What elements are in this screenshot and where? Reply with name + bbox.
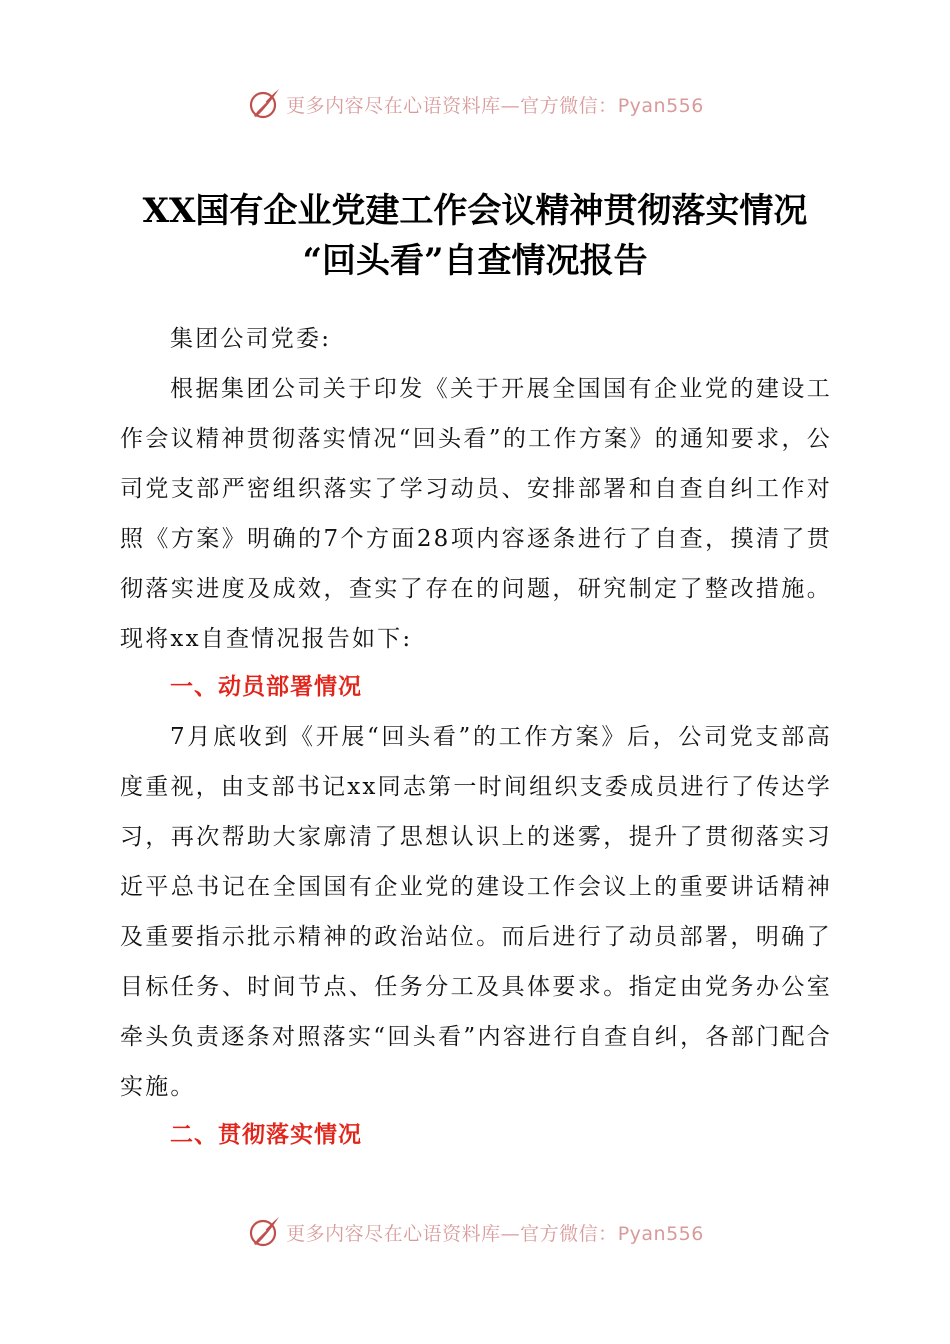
watermark-dash: —	[500, 1222, 521, 1245]
document-title-line1: XX国有企业党建工作会议精神贯彻落实情况	[142, 191, 808, 231]
mobilization-paragraph: 7月底收到《开展“回头看”的工作方案》后，公司党支部高度重视，由支部书记xx同志第一时间组织支委成员进行了传达学习，再次帮助大家廓清了思想认识上的迷雾，提升了贯彻落实习近平总书记在全国国有企业党的建设工作会议上的重要讲话精神及重要指示批示精神的政治站位。而后进行了动员部署，明确了目标任务、时间节点、任务分工及具体要求。指定由党务办公室牵头负责逐条对照落实“回头看”内容进行自查自纠，各部门配合实施。	[120, 724, 832, 1100]
intro-paragraph: 根据集团公司关于印发《关于开展全国国有企业党的建设工作会议精神贯彻落实情况“回头看”的工作方案》的通知要求，公司党支部严密组织落实了学习动员、安排部署和自查自纠工作对照《方案》明确的7个方面28项内容逐条进行了自查，摸清了贯彻落实进度及成效，查实了存在的问题，研究制定了整改措施。现将xx自查情况报告如下:	[120, 376, 832, 652]
watermark-handle: Pyan556	[617, 1222, 704, 1245]
quill-pen-logo-icon	[246, 1214, 282, 1250]
salutation: 集团公司党委:	[170, 326, 332, 352]
watermark-handle: Pyan556	[617, 94, 704, 117]
watermark-text: 更多内容尽在心语资料库	[286, 94, 501, 117]
watermark-official-label: 官方微信：	[520, 1222, 618, 1245]
watermark-text: 更多内容尽在心语资料库	[286, 1222, 501, 1245]
watermark-official-label: 官方微信：	[520, 94, 618, 117]
document-title-line2: “回头看”自查情况报告	[302, 241, 648, 281]
section-heading-mobilization: 一、动员部署情况	[170, 674, 362, 700]
quill-pen-logo-icon	[246, 86, 282, 122]
watermark-dash: —	[500, 94, 521, 117]
header-watermark	[0, 84, 950, 124]
footer-watermark	[0, 1212, 950, 1252]
section-heading-implementation: 二、贯彻落实情况	[170, 1122, 362, 1148]
